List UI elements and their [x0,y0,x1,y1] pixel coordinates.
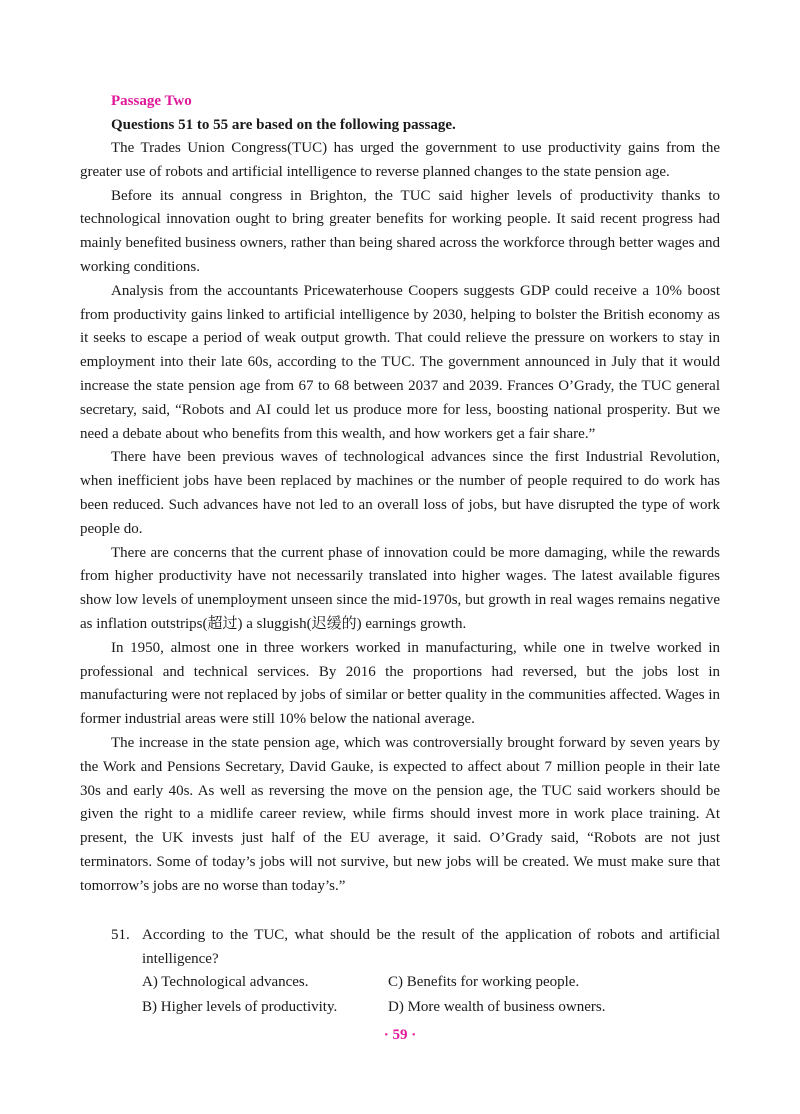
passage-paragraph: There are concerns that the current phase of innovation could be more damaging, while the rewards from higher productivity have not necessarily translated into higher wages. The latest available figures show low levels of unemployment unseen since the mid-1970s, but growth in real wages remains negative as inflation outstrips(超过) a sluggish(迟缓的) earnings growth. [80,544,720,632]
question-instruction: Questions 51 to 55 are based on the following passage. [111,117,456,133]
passage-paragraph: The increase in the state pension age, which was controversially brought forward by seven years by the Work and Pensions Secretary, David Gauke, is expected to affect about 7 million people in their late 30s and early 40s. As well as reversing the move on the pension age, the TUC said workers should be given the right to a midlife career review, while firms should invest more in work place training. At present, the UK invests just half of the EU average, it said. O’Grady said, “Robots are not just terminators. Some of today’s jobs will not survive, but new jobs will be created. We must make sure that tomorrow’s jobs are no worse than today’s.” [80,734,720,894]
option-d[interactable]: D) More wealth of business owners. [388,998,606,1015]
passage-paragraph: In 1950, almost one in three workers worked in manufacturing, while one in twelve worked in professional and technical services. By 2016 the proportions had reversed, but the jobs lost in manufacturing were not replaced by jobs of similar or better quality in the communities affected. Wages in former industrial areas were still 10% below the national average. [80,639,720,728]
option-b[interactable]: B) Higher levels of productivity. [142,998,338,1015]
passage-paragraph: The Trades Union Congress(TUC) has urged the government to use productivity gains from the greater use of robots and artificial intelligence to reverse planned changes to the state pension age. [80,140,720,180]
passage-paragraph: Before its annual congress in Brighton, the TUC said higher levels of productivity thanks to technological innovation ought to bring greater benefits for working people. It said recent progress had mainly benefited business owners, rather than being shared across the workforce through better wages and working conditions. [80,187,720,275]
option-a[interactable]: A) Technological advances. [142,974,309,990]
passage-paragraph: There have been previous waves of technological advances since the first Industrial Revolution, when inefficient jobs have been replaced by machines or the number of people required to do work has been reduced. Such advances have not led to an overall loss of jobs, but have disrupted the type of work people do. [80,449,720,537]
passage-paragraph: Analysis from the accountants Pricewaterhouse Coopers suggests GDP could receive a 10% boost from productivity gains linked to artificial intelligence by 2030, helping to bolster the British economy as it seeks to escape a period of weak output growth. That could relieve the pressure on workers to stay in employment into their late 60s, according to the TUC. The government announced in July that it would increase the state pension age from 67 to 68 between 2037 and 2039. Frances O’Grady, the TUC general secretary, said, “Robots and AI could let us produce more for less, boosting national prosperity. But we need a debate about who benefits from this wealth, and how workers get a fair share.” [80,282,720,442]
option-c[interactable]: C) Benefits for working people. [388,974,580,990]
passage-body [80,137,720,899]
answer-options [142,971,702,1019]
question-text: According to the TUC, what should be the result of the application of robots and artificial intelligence? [142,927,720,967]
page-number: · 59 · [383,1027,417,1043]
question-number: 51. [111,927,130,943]
passage-heading: Passage Two [111,93,192,109]
question-51 [111,924,720,971]
